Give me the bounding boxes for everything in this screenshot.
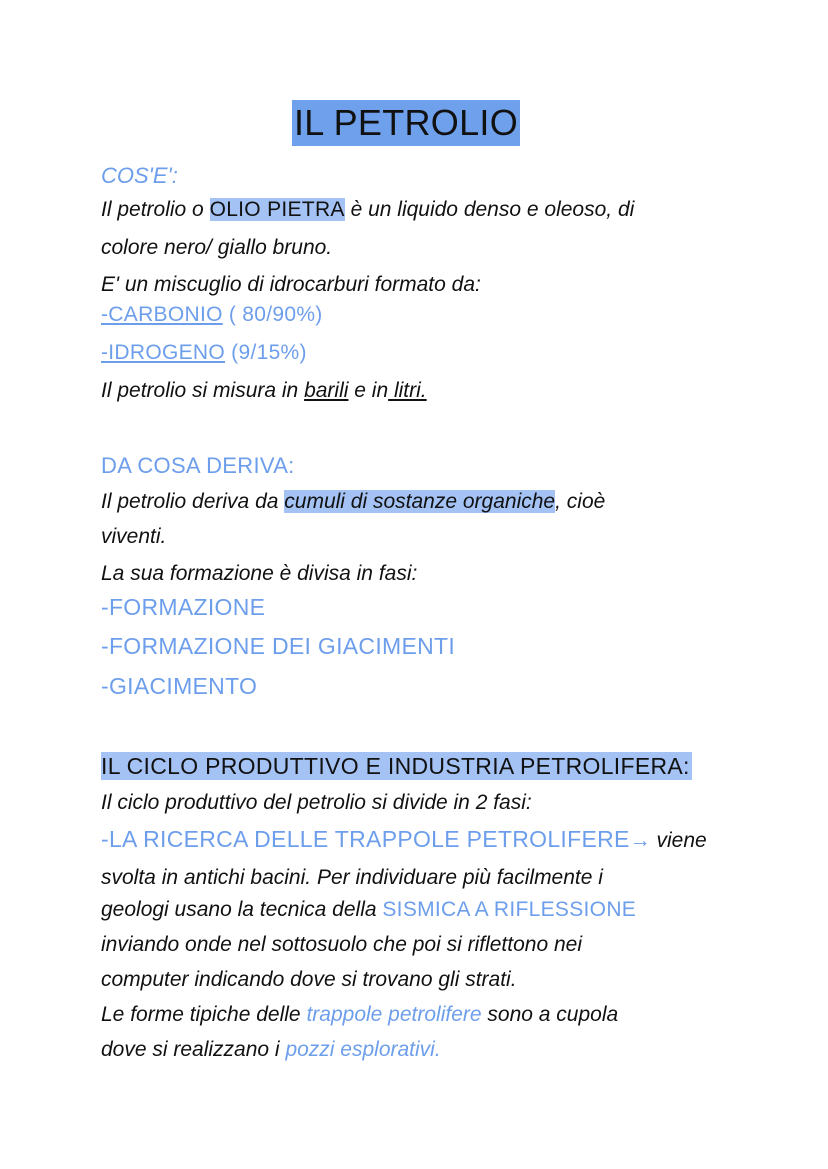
term: -IDROGENO bbox=[101, 341, 226, 364]
term: SISMICA A RIFLESSIONE bbox=[382, 898, 637, 921]
paragraph-line: svolta in antichi bacini. Per individuare più facilmente i bbox=[101, 866, 603, 889]
phase-title: -LA RICERCA DELLE TRAPPOLE PETROLIFERE bbox=[101, 826, 630, 852]
phase-item: -GIACIMENTO bbox=[101, 673, 258, 699]
text: dove si realizzano i bbox=[101, 1038, 286, 1061]
list-item-idrogeno bbox=[101, 339, 307, 367]
paragraph-line: inviando onde nel sottosuolo che poi si riflettono nei bbox=[101, 933, 582, 956]
paragraph-line bbox=[101, 825, 707, 855]
underlined-term: litri. bbox=[388, 379, 427, 402]
text: Le forme tipiche delle bbox=[101, 1003, 307, 1026]
paragraph-line bbox=[101, 1036, 441, 1064]
underlined-term: barili bbox=[304, 379, 349, 402]
text: è un liquido denso e oleoso, di bbox=[344, 198, 635, 221]
paragraph-line bbox=[101, 488, 605, 516]
paragraph-line: viventi. bbox=[101, 525, 167, 548]
text: Il petrolio deriva da bbox=[101, 490, 285, 513]
text: sono a cupola bbox=[481, 1003, 619, 1026]
term: trappole petrolifere bbox=[306, 1003, 482, 1026]
percent: ( 80/90%) bbox=[222, 303, 323, 326]
term: -CARBONIO bbox=[101, 303, 223, 326]
paragraph-line bbox=[101, 896, 636, 924]
text: Il petrolio si misura in bbox=[101, 379, 305, 402]
paragraph-line: Il ciclo produttivo del petrolio si divide in 2 fasi: bbox=[101, 791, 532, 814]
phase-item: -FORMAZIONE bbox=[101, 594, 266, 620]
percent: (9/15%) bbox=[225, 341, 307, 364]
section-heading-deriva: DA COSA DERIVA: bbox=[101, 453, 295, 478]
paragraph-line bbox=[101, 377, 427, 405]
list-item-carbonio bbox=[101, 301, 323, 329]
paragraph-line bbox=[101, 196, 634, 224]
text: , cioè bbox=[555, 490, 606, 513]
page-title: IL PETROLIO bbox=[292, 100, 520, 146]
paragraph-line bbox=[101, 1001, 618, 1029]
paragraph-line: E' un miscuglio di idrocarburi formato da: bbox=[101, 273, 481, 296]
term: pozzi esplorativi. bbox=[285, 1038, 441, 1061]
text: geologi usano la tecnica della bbox=[101, 898, 383, 921]
text: viene bbox=[650, 829, 707, 852]
text: Il petrolio o bbox=[101, 198, 210, 221]
highlighted-term: cumuli di sostanze organiche bbox=[284, 490, 556, 513]
section-heading-ciclo: IL CICLO PRODUTTIVO E INDUSTRIA PETROLIFERA: bbox=[101, 753, 690, 779]
section-heading-cose: COS'E': bbox=[101, 163, 178, 188]
paragraph-line: computer indicando dove si trovano gli strati. bbox=[101, 968, 517, 991]
paragraph-line: La sua formazione è divisa in fasi: bbox=[101, 562, 418, 585]
phase-item: -FORMAZIONE DEI GIACIMENTI bbox=[101, 633, 456, 659]
text: e in bbox=[348, 379, 389, 402]
highlighted-term: OLIO PIETRA bbox=[209, 198, 345, 221]
paragraph-line: colore nero/ giallo bruno. bbox=[101, 236, 333, 259]
arrow-icon: → bbox=[629, 829, 651, 852]
